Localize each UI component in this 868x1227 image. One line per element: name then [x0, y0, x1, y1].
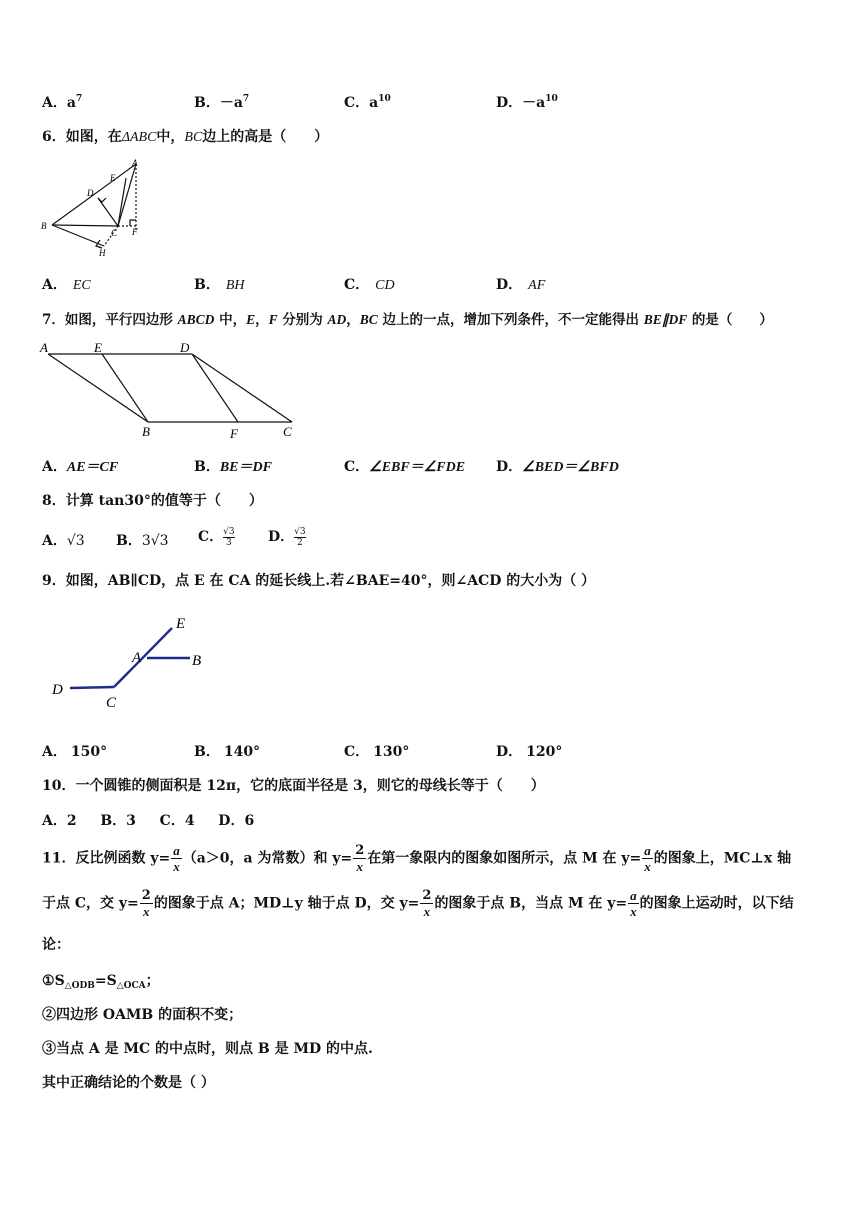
q9-option-a[interactable]: [42, 741, 107, 761]
option-letter: B．: [116, 533, 142, 549]
label-c: C: [283, 424, 292, 439]
q11-line-2: [42, 888, 794, 919]
q5-option-d[interactable]: [496, 92, 558, 112]
label-e: E: [176, 616, 186, 632]
q9-option-c[interactable]: [344, 741, 409, 761]
stem-text: ；: [145, 973, 160, 989]
q7-option-a[interactable]: [42, 456, 118, 476]
q8-option-d[interactable]: [268, 526, 306, 548]
q7-figure: [36, 338, 306, 442]
q10-options[interactable]: A．2 B．3 C．4 D．6: [42, 813, 255, 829]
stem-text: ，: [255, 312, 269, 328]
q5-option-c[interactable]: [344, 92, 391, 112]
q6-option-b[interactable]: [194, 274, 245, 294]
label-c: C: [111, 228, 118, 238]
option-value: BE＝DF: [219, 460, 272, 475]
exponent: 10: [378, 94, 391, 104]
denominator: x: [630, 904, 637, 919]
q11-conclusion-2: ②四边形 OAMB 的面积不变；: [42, 1007, 243, 1023]
stem-text: 分别为: [277, 312, 328, 328]
label-a: A: [132, 158, 138, 168]
q11-conclusion-1: [42, 970, 160, 991]
stem-text: 边上的一点，增加下列条件，不一定能得出: [377, 312, 644, 328]
option-letter: A．: [42, 744, 67, 760]
option-letter: B．: [194, 744, 220, 760]
option-letter: D．: [496, 459, 523, 475]
stem-text: 于点 C，交 y=: [42, 895, 139, 912]
numerator: 2: [422, 888, 432, 903]
q8-stem: 8．计算 tan30°的值等于（ ）: [42, 493, 263, 509]
option-value: ∠EBF＝∠FDE: [369, 460, 466, 475]
option-letter: A．: [42, 95, 67, 111]
option-value: 150°: [70, 744, 108, 760]
fraction-a-over-x: [171, 843, 182, 874]
math-term: BC: [184, 130, 203, 145]
option-letter: C．: [344, 744, 370, 760]
math-term: F: [268, 312, 278, 327]
option-letter: A．: [42, 459, 67, 475]
option-value: －a: [522, 95, 546, 111]
option-value: ∠BED＝∠BFD: [522, 460, 619, 475]
option-letter: A．: [42, 533, 67, 549]
q11-line-1: [42, 843, 791, 874]
q7-option-d[interactable]: [496, 456, 619, 476]
label-a: A: [132, 650, 142, 666]
stem-text: 边上的高是（ ）: [202, 129, 329, 145]
option-letter: A．: [42, 277, 67, 293]
option-value: －a: [219, 95, 243, 111]
math-term: AD: [327, 312, 347, 327]
option-letter: D．: [496, 95, 523, 111]
option-value: 140°: [223, 744, 261, 760]
denominator: x: [423, 904, 431, 919]
option-letter: C．: [344, 95, 370, 111]
q9-option-b[interactable]: [194, 741, 260, 761]
numerator: 2: [355, 843, 365, 858]
stem-text: 在第一象限内的图象如图所示，点 M 在 y=: [367, 850, 642, 867]
label-h: H: [99, 248, 106, 258]
stem-text: =S: [94, 973, 117, 989]
fraction-a-over-x: [628, 888, 639, 919]
option-value: CD: [375, 278, 395, 293]
numerator: a: [630, 888, 637, 903]
option-letter: C．: [198, 529, 224, 545]
q11-line-3: 论：: [42, 937, 70, 953]
fraction-a-over-x: [642, 843, 653, 874]
option-value: 130°: [373, 744, 410, 760]
q7-option-b[interactable]: [194, 456, 272, 476]
label-d: D: [180, 340, 190, 355]
option-letter: C．: [344, 277, 370, 293]
q7-stem: [42, 308, 773, 328]
q8-option-a[interactable]: [42, 530, 85, 550]
q8-option-c[interactable]: [198, 526, 235, 548]
stem-text: 的图象于点 B，当点 M 在 y=: [434, 895, 628, 912]
denominator: 3: [226, 537, 232, 548]
stem-text: S: [54, 973, 65, 989]
q10-stem: 10．一个圆锥的侧面积是 12π，它的底面半径是 3，则它的母线长等于（ ）: [42, 778, 545, 794]
subscript: △ODB: [64, 981, 95, 991]
q7-option-c[interactable]: [344, 456, 465, 476]
option-value: EC: [72, 278, 91, 293]
numerator: √3: [223, 526, 235, 537]
label-b: B: [41, 221, 47, 231]
label-a: A: [40, 340, 48, 355]
math-term: BC: [359, 312, 378, 327]
denominator: x: [644, 859, 651, 874]
stem-text: 如图，在: [65, 129, 122, 145]
fraction: [223, 527, 234, 548]
fraction: [294, 527, 305, 548]
exponent: 10: [545, 94, 558, 104]
label-f: F: [230, 426, 238, 441]
label-d: D: [87, 188, 94, 198]
numerator: a: [644, 843, 651, 858]
q6-figure: [40, 158, 150, 258]
math-term: ΔABC: [121, 130, 157, 145]
numerator: √3: [294, 526, 306, 537]
stem-text: （a＞0，a 为常数）和 y=: [182, 850, 353, 867]
math-term: E: [246, 312, 256, 327]
option-letter: B．: [194, 277, 220, 293]
label-f: F: [132, 227, 138, 237]
stem-text: 的图象上运动时，以下结: [639, 895, 794, 912]
stem-text: 的图象于点 A；MD⊥y 轴于点 D，交 y=: [153, 895, 420, 912]
option-value: a: [369, 95, 379, 111]
q9-option-d[interactable]: [496, 741, 562, 761]
label-b: B: [192, 653, 202, 669]
option-value: 3√3: [141, 533, 169, 549]
stem-text: 的是（ ）: [687, 312, 773, 328]
label-b: B: [142, 424, 150, 439]
option-value: AE＝CF: [66, 460, 119, 475]
option-value: 120°: [526, 744, 563, 760]
q8-option-b[interactable]: [116, 530, 169, 550]
q6-option-d[interactable]: [496, 274, 545, 294]
q9-stem: 9．如图，AB∥CD，点 E 在 CA 的延长线上.若∠BAE=40°，则∠ACD 的大小为（ ）: [42, 573, 596, 589]
fraction-2-over-x: [140, 888, 153, 919]
stem-text: 中，: [214, 312, 247, 328]
stem-text: 11．反比例函数 y=: [42, 850, 171, 867]
math-term: ABCD: [177, 312, 215, 327]
q5-option-b[interactable]: [194, 92, 249, 112]
option-value: AF: [528, 278, 546, 293]
q6-option-c[interactable]: [344, 274, 395, 294]
option-letter: B．: [194, 95, 220, 111]
q9-figure: [44, 610, 224, 714]
denominator: 2: [297, 537, 303, 548]
question-number: 7．: [42, 312, 65, 328]
stem-text: ，: [346, 312, 360, 328]
label-c: C: [106, 695, 117, 711]
numerator: a: [173, 843, 180, 858]
q11-question: 其中正确结论的个数是（ ）: [42, 1075, 215, 1091]
circled-number: ①: [42, 973, 55, 989]
q6-option-a[interactable]: [42, 274, 91, 294]
question-number: 6．: [42, 129, 66, 145]
q5-option-a[interactable]: [42, 92, 82, 112]
option-letter: D．: [496, 744, 523, 760]
denominator: x: [173, 859, 180, 874]
label-e: E: [94, 340, 102, 355]
q11-conclusion-3: ③当点 A 是 MC 的中点时，则点 B 是 MD 的中点.: [42, 1041, 373, 1057]
exponent: 7: [75, 94, 83, 104]
numerator: 2: [141, 888, 151, 903]
option-value: a: [66, 95, 76, 111]
option-value: √3: [66, 533, 85, 549]
option-letter: C．: [344, 459, 370, 475]
subscript: △OCA: [116, 981, 146, 991]
stem-text: 的图象上，MC⊥x 轴: [653, 850, 792, 867]
fraction-2-over-x: [353, 843, 366, 874]
option-letter: B．: [194, 459, 220, 475]
denominator: x: [143, 904, 150, 919]
exponent: 7: [242, 94, 250, 104]
stem-text: 如图，平行四边形: [64, 312, 178, 328]
option-letter: D．: [268, 529, 295, 545]
label-e: E: [110, 173, 116, 183]
label-d: D: [52, 682, 63, 698]
fraction-2-over-x: [420, 888, 433, 919]
q6-stem: [42, 126, 328, 146]
option-value: BH: [225, 278, 245, 293]
denominator: x: [356, 859, 363, 874]
stem-text: 中，: [156, 129, 185, 145]
option-letter: D．: [496, 277, 523, 293]
math-term: BE∥DF: [643, 312, 688, 327]
